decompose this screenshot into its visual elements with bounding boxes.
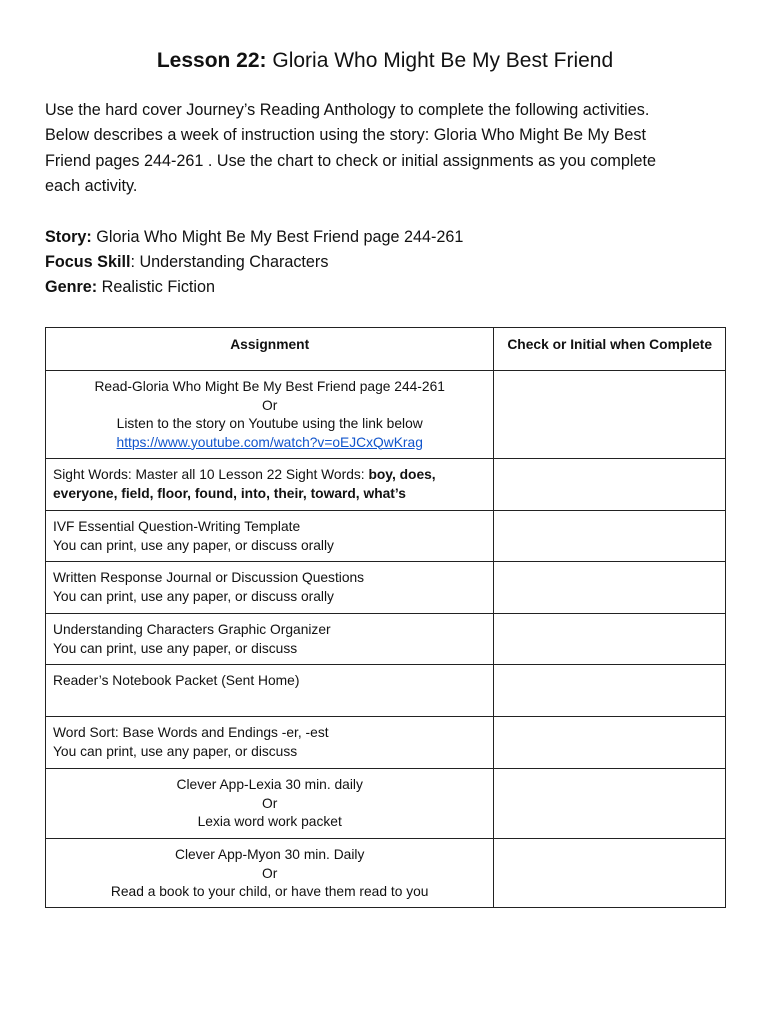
table-row — [46, 839, 726, 908]
assignment-text: Understanding Characters Graphic Organizer — [53, 622, 331, 637]
table-row — [46, 562, 726, 614]
genre-value: Realistic Fiction — [97, 278, 216, 296]
assignment-text: Read a book to your child, or have them read to you — [110, 884, 429, 899]
check-cell[interactable] — [494, 665, 726, 717]
assignment-cell — [46, 769, 494, 839]
genre-row — [45, 275, 735, 300]
assignment-text: Lexia word work packet — [197, 814, 342, 829]
sight-words-list: boy, does, everyone, field, floor, found, into, their, toward, what’s — [53, 467, 436, 501]
check-cell[interactable] — [494, 717, 726, 769]
assignment-cell — [46, 371, 494, 459]
intro-line: Below describes a week of instruction using the story: Gloria Who Might Be My Best — [45, 126, 646, 145]
table-row — [46, 717, 726, 769]
chart-header-row — [46, 328, 726, 371]
table-row — [46, 371, 726, 459]
assignment-text: Word Sort: Base Words and Endings -er, -est — [53, 725, 329, 740]
table-row — [46, 614, 726, 665]
assignment-cell — [46, 717, 494, 769]
genre-label: Genre: — [45, 278, 98, 296]
assignment-text: Written Response Journal or Discussion Questions — [53, 570, 365, 585]
assignment-text: You can print, use any paper, or discuss — [53, 743, 298, 759]
assignment-text: Clever App-Myon 30 min. Daily — [174, 847, 365, 862]
table-row — [46, 769, 726, 839]
assignment-chart — [45, 327, 726, 908]
check-cell[interactable] — [494, 459, 726, 511]
intro-line: Use the hard cover Journey’s Reading Anthology to complete the following activities. — [45, 101, 650, 119]
check-cell[interactable] — [494, 839, 726, 908]
focus-skill-row — [45, 250, 735, 275]
youtube-link[interactable]: https://www.youtube.com/watch?v=oEJCxQwKrag — [116, 434, 423, 450]
check-cell[interactable] — [494, 614, 726, 665]
story-details — [45, 225, 735, 300]
assignment-text: Clever App-Lexia 30 min. daily — [176, 777, 363, 792]
assignment-text: Sight Words: Master all 10 Lesson 22 Sight Words: — [53, 467, 369, 482]
check-cell[interactable] — [494, 769, 726, 839]
assignment-cell — [46, 839, 494, 908]
assignment-text: Or — [262, 865, 278, 881]
title-lesson-number: Lesson 22: — [156, 49, 267, 72]
assignment-text: You can print, use any paper, or discuss orally — [53, 537, 334, 553]
check-cell[interactable] — [494, 371, 726, 459]
assignment-cell — [46, 562, 494, 614]
assignment-text: Or — [262, 795, 278, 811]
intro-paragraph — [45, 98, 735, 199]
assignment-cell — [46, 511, 494, 562]
story-value: Gloria Who Might Be My Best Friend page 244-261 — [91, 228, 464, 246]
assignment-cell — [46, 665, 494, 717]
story-row — [45, 225, 735, 250]
table-row — [46, 459, 726, 511]
assignment-text: You can print, use any paper, or discuss — [53, 640, 298, 656]
header-assignment: Assignment — [46, 328, 494, 371]
check-cell[interactable] — [494, 562, 726, 614]
table-row — [46, 665, 726, 717]
intro-line: each activity. — [45, 176, 138, 195]
focus-skill-value: : Understanding Characters — [130, 253, 329, 271]
assignment-text: Listen to the story on Youtube using the link below — [116, 416, 423, 431]
assignment-text: IVF Essential Question-Writing Template — [53, 519, 301, 534]
focus-skill-label: Focus Skill — [45, 253, 131, 271]
assignment-cell — [46, 614, 494, 665]
title-story-name: Gloria Who Might Be My Best Friend — [266, 49, 614, 72]
assignment-text: Or — [262, 397, 278, 413]
story-label: Story: — [45, 228, 92, 246]
check-cell[interactable] — [494, 511, 726, 562]
intro-line: Friend pages 244-261 . Use the chart to check or initial assignments as you complete — [45, 151, 656, 170]
assignment-text: Read-Gloria Who Might Be My Best Friend page 244-261 — [94, 379, 445, 394]
assignment-cell — [46, 459, 494, 511]
page-title — [0, 47, 770, 75]
header-check-initial: Check or Initial when Complete — [494, 328, 726, 371]
assignment-text: You can print, use any paper, or discuss orally — [53, 588, 334, 604]
assignment-text: Reader’s Notebook Packet (Sent Home) — [53, 673, 300, 688]
table-row — [46, 511, 726, 562]
